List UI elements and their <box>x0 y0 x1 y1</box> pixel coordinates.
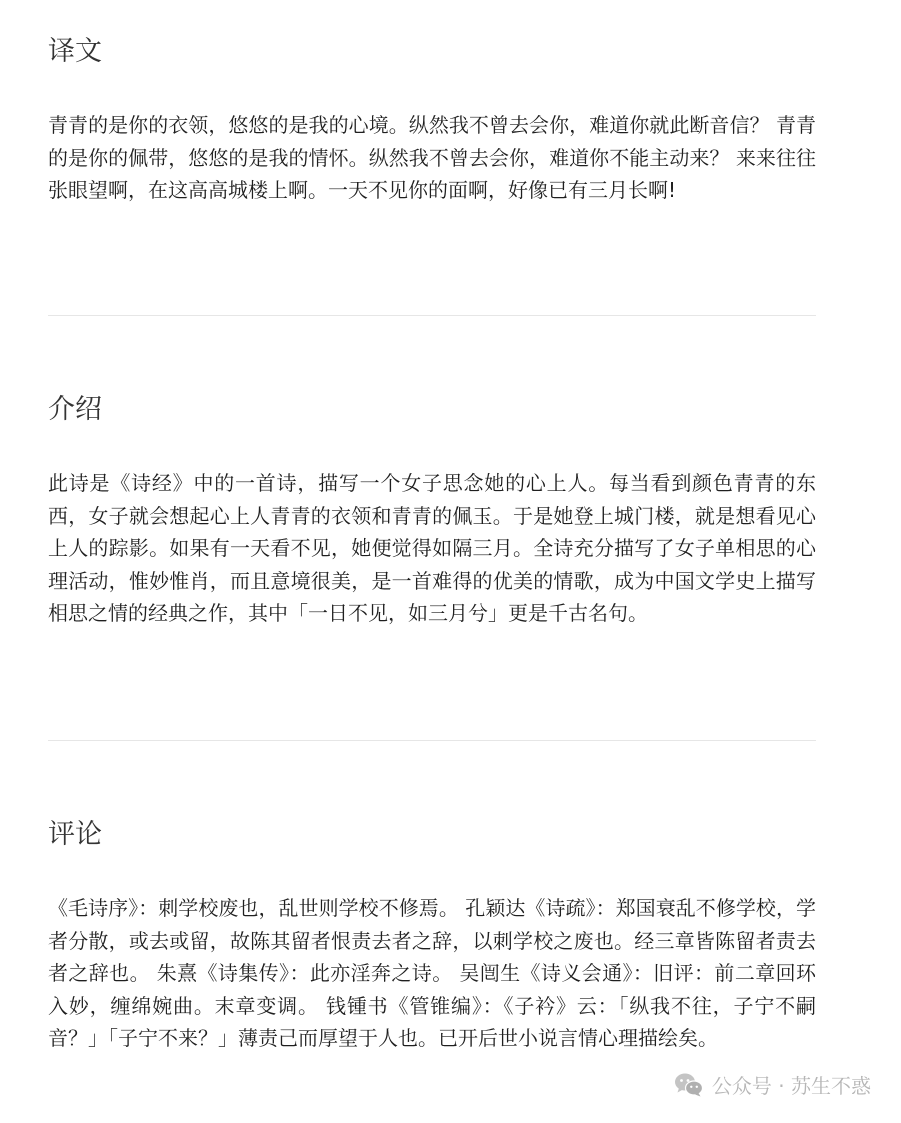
section-body-commentary: 《毛诗序》：刺学校废也，乱世则学校不修焉。 孔颖达《诗疏》：郑国衰乱不修学校，学者分散，或去或留，故陈其留者恨责去者之辞，以刺学校之废也。经三章皆陈留者责去者之辞也。 朱熹《诗集传》：此亦淫奔之诗。 吴闿生《诗义会通》：旧评：前二章回环入妙，缠绵婉曲。末章变调。 钱锺书《管锥编》：《子衿》云：「纵我不往，子宁不嗣音？」「子宁不来？」薄责己而厚望于人也。已开后世小说言情心理描绘矣。 <box>48 896 816 1050</box>
section-body-translation: 青青的是你的衣领，悠悠的是我的心境。纵然我不曾去会你，难道你就此断音信？ 青青的是你的佩带，悠悠的是我的情怀。纵然我不曾去会你，难道你不能主动来？ 来来往往张眼望啊，在这高高城楼上啊。一天不见你的面啊，好像已有三月长啊! <box>48 113 816 202</box>
section-title-introduction: 介绍 <box>48 394 102 425</box>
section-title-translation: 译文 <box>48 36 102 67</box>
watermark-text: 公众号 · 苏生不惑 <box>711 1074 871 1098</box>
section-title-commentary: 评论 <box>48 819 102 850</box>
section-body-introduction: 此诗是《诗经》中的一首诗，描写一个女子思念她的心上人。每当看到颜色青青的东西，女子就会想起心上人青青的衣领和青青的佩玉。于是她登上城门楼，就是想看见心上人的踪影。如果有一天看不见，她便觉得如隔三月。全诗充分描写了女子单相思的心理活动，惟妙惟肖，而且意境很美，是一首难得的优美的情歌，成为中国文学史上描写相思之情的经典之作，其中「一日不见，如三月兮」更是千古名句。 <box>48 471 816 625</box>
watermark <box>674 1070 871 1099</box>
section-divider <box>48 740 816 741</box>
section-divider <box>48 315 816 316</box>
wechat-icon <box>674 1072 704 1098</box>
